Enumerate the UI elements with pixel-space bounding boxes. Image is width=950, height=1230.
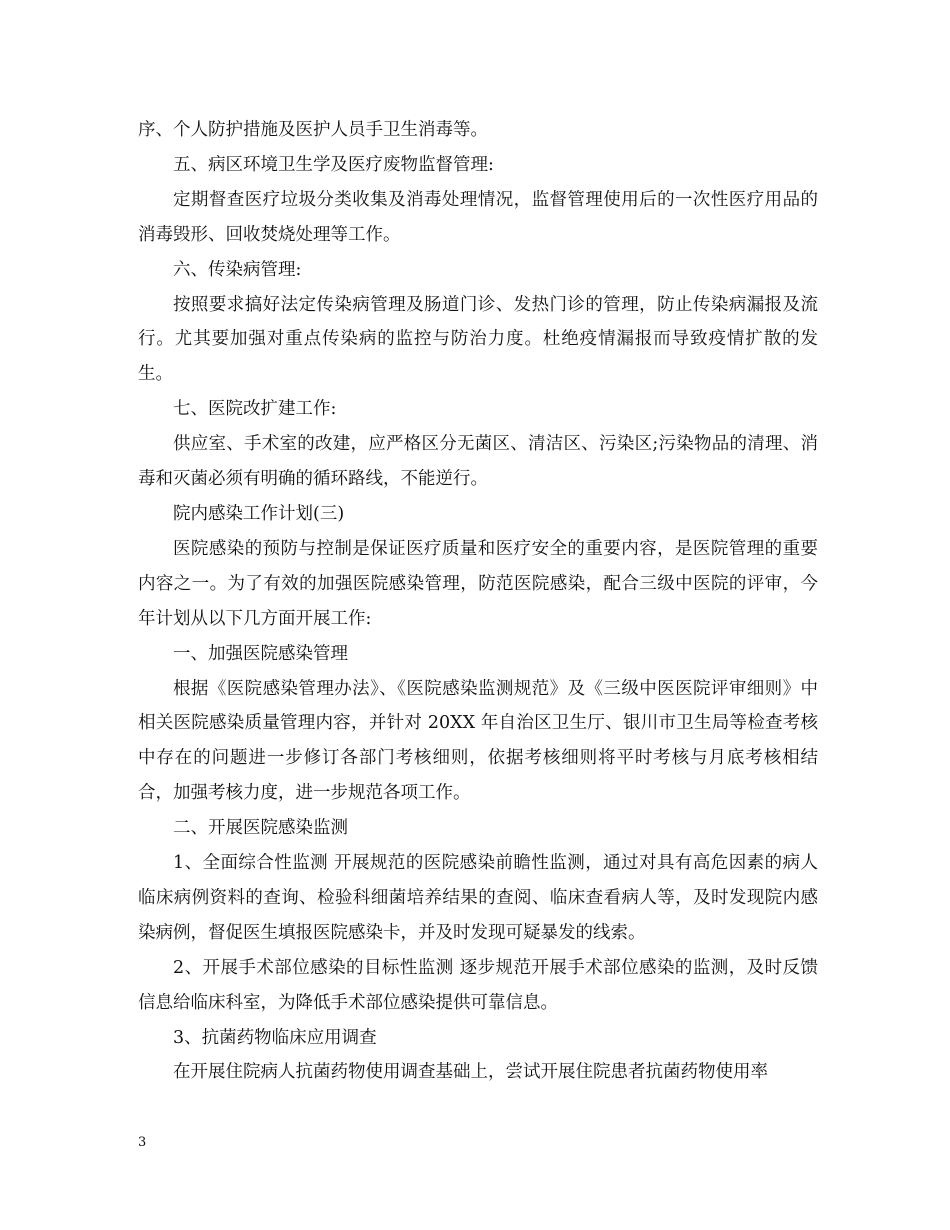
paragraph: 根据《医院感染管理办法》、《医院感染监测规范》及《三级中医医院评审细则》中相关医院感染质量管理内容，并针对 20XX 年自治区卫生厅、银川市卫生局等检查考核中存在的问题进一步修订各部门考核细则，依据考核细则将平时考核与月底考核相结合，加强考核力度，进一步规范各项工作。 xyxy=(138,678,818,804)
document-subtitle: 院内感染工作计划(三) xyxy=(173,503,345,524)
document-body xyxy=(138,113,818,1090)
section-heading: 七、医院改扩建工作: xyxy=(173,399,337,420)
paragraph: 供应室、手术室的改建，应严格区分无菌区、清洁区、污染区;污染物品的清理、消毒和灭菌必须有明确的循环路线，不能逆行。 xyxy=(138,434,818,490)
section-heading: 二、开展医院感染监测 xyxy=(173,818,348,839)
section-heading: 3、抗菌药物临床应用调查 xyxy=(173,1027,377,1048)
paragraph: 1、全面综合性监测 开展规范的医院感染前瞻性监测，通过对具有高危因素的病人临床病例资料的查询、检验科细菌培养结果的查阅、临床查看病人等，及时发现院内感染病例，督促医生填报医院感染卡，并及时发现可疑暴发的线索。 xyxy=(138,853,818,943)
section-heading: 一、加强医院感染管理 xyxy=(173,643,348,664)
paragraph: 按照要求搞好法定传染病管理及肠道门诊、发热门诊的管理，防止传染病漏报及流行。尤其要加强对重点传染病的监控与防治力度。杜绝疫情漏报而导致疫情扩散的发生。 xyxy=(138,294,818,385)
paragraph: 2、开展手术部位感染的目标性监测 逐步规范开展手术部位感染的监测，及时反馈信息给临床科室，为降低手术部位感染提供可靠信息。 xyxy=(138,957,818,1013)
section-heading: 六、传染病管理: xyxy=(173,259,302,280)
page-number: 3 xyxy=(138,1135,147,1150)
paragraph: 序、个人防护措施及医护人员手卫生消毒等。 xyxy=(138,120,488,140)
paragraph: 在开展住院病人抗菌药物使用调查基础上，尝试开展住院患者抗菌药物使用率 xyxy=(173,1062,768,1083)
section-heading: 五、病区环境卫生学及医疗废物监督管理: xyxy=(173,154,494,175)
paragraph: 定期督查医疗垃圾分类收集及消毒处理情况，监督管理使用后的一次性医疗用品的消毒毁形、回收焚烧处理等工作。 xyxy=(138,189,818,245)
paragraph: 医院感染的预防与控制是保证医疗质量和医疗安全的重要内容，是医院管理的重要内容之一。为了有效的加强医院感染管理，防范医院感染，配合三级中医院的评审，今年计划从以下几方面开展工作: xyxy=(138,538,818,629)
